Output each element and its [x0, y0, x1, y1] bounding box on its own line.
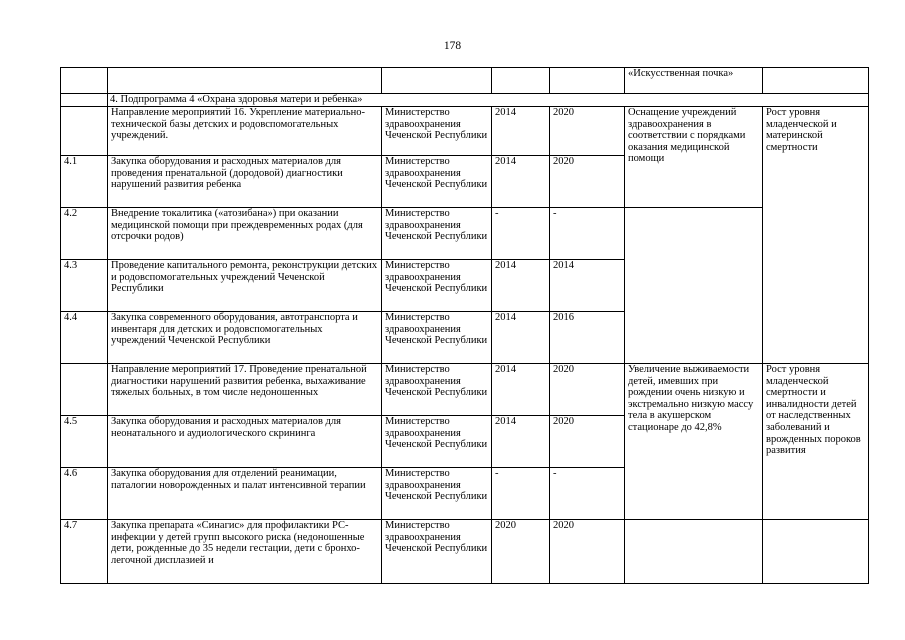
table-cell [61, 68, 108, 94]
activity-text: Закупка препарата «Синагис» для профилактики РС-инфекции у детей групп высокого риска (недоношенные дети, рожденные до 35 недели гестации, дети с бронхо-легочной дисплазией и [108, 520, 382, 584]
start-year: 2014 [492, 260, 550, 312]
table-cell [61, 94, 108, 107]
row-number: 4.4 [61, 312, 108, 364]
start-year: - [492, 208, 550, 260]
executor-cell: Министерство здравоохранения Чеченской Республики [382, 260, 492, 312]
end-year: 2014 [550, 260, 625, 312]
end-year: 2020 [550, 364, 625, 416]
direction-text: Направление мероприятий 16. Укрепление материально-технической базы детских и родовспомогательных учреждений. [108, 107, 382, 156]
table-cell [625, 520, 763, 584]
table-cell [61, 107, 108, 156]
table-row [61, 520, 869, 584]
executor-cell: Министерство здравоохранения Чеченской Республики [382, 520, 492, 584]
direction-row [61, 107, 869, 156]
executor-cell: Министерство здравоохранения Чеченской Республики [382, 312, 492, 364]
table-cell [763, 68, 869, 94]
page-number: 178 [443, 40, 462, 52]
start-year: 2014 [492, 416, 550, 468]
indicator-cell: Рост уровня младенческой смертности и инвалидности детей от наследственных заболеваний и врожденных пороков развития [763, 364, 869, 520]
table-cell [61, 364, 108, 416]
table-cell [763, 520, 869, 584]
row-number: 4.2 [61, 208, 108, 260]
activity-text: Закупка оборудования и расходных материалов для неонатального и аудиологического скрининга [108, 416, 382, 468]
row-number: 4.6 [61, 468, 108, 520]
result-cell: Увеличение выживаемости детей, имевших при рождении очень низкую и экстремально низкую массу тела в акушерском стационаре до 42,8% [625, 364, 763, 520]
executor-cell: Министерство здравоохранения Чеченской Республики [382, 416, 492, 468]
table-cell [550, 68, 625, 94]
row-number: 4.1 [61, 156, 108, 208]
activity-text: Закупка оборудования для отделений реанимации, паталогии новорожденных и палат интенсивной терапии [108, 468, 382, 520]
table-cell [382, 68, 492, 94]
indicator-cell: Рост уровня младенческой и материнской смертности [763, 107, 869, 364]
executor-cell: Министерство здравоохранения Чеченской Республики [382, 156, 492, 208]
row-number: 4.5 [61, 416, 108, 468]
row-number: 4.7 [61, 520, 108, 584]
start-year: 2014 [492, 107, 550, 156]
end-year: 2020 [550, 520, 625, 584]
start-year: 2014 [492, 364, 550, 416]
table-cell [108, 68, 382, 94]
subprogram-row [61, 94, 869, 107]
end-year: - [550, 208, 625, 260]
executor-cell: Министерство здравоохранения Чеченской Республики [382, 364, 492, 416]
start-year: 2014 [492, 312, 550, 364]
table-row [61, 68, 869, 94]
row-number: 4.3 [61, 260, 108, 312]
end-year: 2020 [550, 416, 625, 468]
end-year: 2016 [550, 312, 625, 364]
activity-text: Внедрение токалитика («атозибана») при оказании медицинской помощи при преждевременных родах (для отсрочки родов) [108, 208, 382, 260]
start-year: 2020 [492, 520, 550, 584]
executor-cell: Министерство здравоохранения Чеченской Республики [382, 468, 492, 520]
executor-cell: Министерство здравоохранения Чеченской Республики [382, 107, 492, 156]
end-year: - [550, 468, 625, 520]
activity-text: Закупка современного оборудования, автотранспорта и инвентаря для детских и родовспомогательных учреждений Чеченской Республики [108, 312, 382, 364]
direction-row [61, 364, 869, 416]
table-row [61, 208, 869, 260]
direction-text: Направление мероприятий 17. Проведение пренатальной диагностики нарушений развития ребенка, выхаживание тяжелых больных, в том числе недоношенных [108, 364, 382, 416]
activity-text: Проведение капитального ремонта, реконструкции детских и родовспомогательных учреждений Чеченской Республики [108, 260, 382, 312]
table-cell [625, 208, 763, 364]
result-cell: «Искусственная почка» [625, 68, 763, 94]
start-year: - [492, 468, 550, 520]
activity-text: Закупка оборудования и расходных материалов для проведения пренатальной (дородовой) диагностики нарушений развития ребенка [108, 156, 382, 208]
end-year: 2020 [550, 156, 625, 208]
start-year: 2014 [492, 156, 550, 208]
table-cell [492, 68, 550, 94]
subprogram-title: 4. Подпрограмма 4 «Охрана здоровья матери и ребенка» [108, 94, 869, 107]
result-cell: Оснащение учреждений здравоохранения в соответствии с порядками оказания медицинской помощи [625, 107, 763, 208]
end-year: 2020 [550, 107, 625, 156]
program-table [60, 67, 869, 584]
executor-cell: Министерство здравоохранения Чеченской Республики [382, 208, 492, 260]
